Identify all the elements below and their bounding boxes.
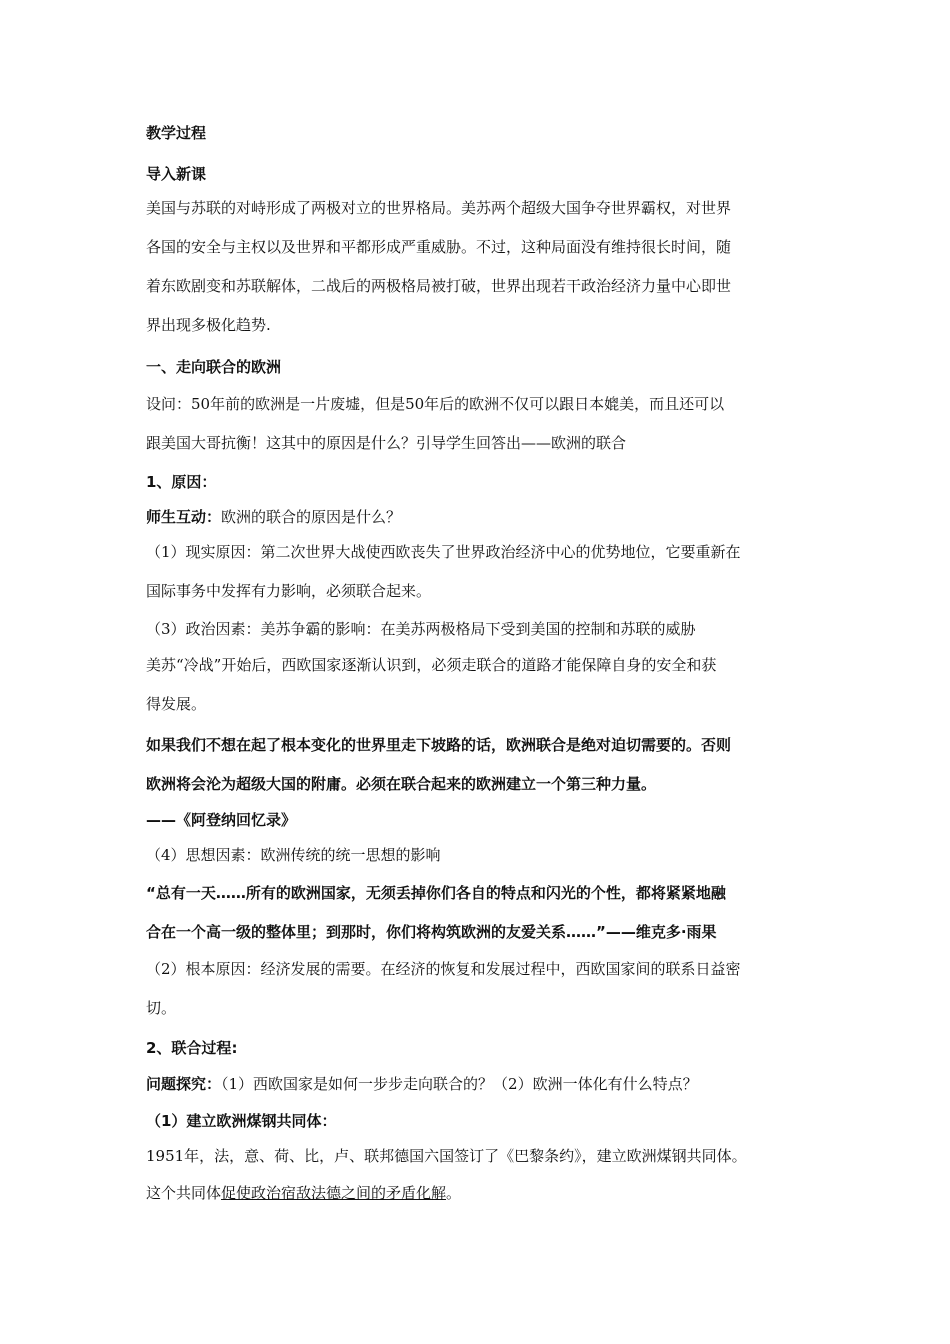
process-heading: 2、联合过程: [146,1039,238,1057]
step1-line: 1951年，法，意、荷、比，卢、联邦德国六国签订了《巴黎条约》，建立欧洲煤钢共同体。 [146,1147,747,1165]
step1-line [146,1181,461,1205]
adenauer-quote-source: ——《阿登纳回忆录》 [146,811,297,829]
question-line: 设问：50年前的欧洲是一片废墟，但是50年后的欧洲不仅可以跟日本媲美，而且还可以 [146,395,725,413]
step1-suffix: 。 [446,1184,462,1202]
reason3-line: 得发展。 [146,695,207,713]
explore-line [146,1072,698,1096]
step1-heading: （1）建立欧洲煤钢共同体： [146,1112,337,1130]
question-line: 跟美国大哥抗衡！这其中的原因是什么？引导学生回答出——欧洲的联合 [146,434,627,452]
document-title: 教学过程 [146,124,207,142]
reason1-line: 国际事务中发挥有力影响，必须联合起来。 [146,582,432,600]
hugo-quote-line: 合在一个高一级的整体里；到那时，你们将构筑欧洲的友爱关系……”——维克多·雨果 [146,923,717,941]
interaction-text: 欧洲的联合的原因是什么？ [221,508,402,526]
intro-line: 着东欧剧变和苏联解体，二战后的两极格局被打破，世界出现若干政治经济力量中心即世 [146,277,732,295]
reasons-heading: 1、原因： [146,473,217,491]
reason4-line: （4）思想因素：欧洲传统的统一思想的影响 [146,846,441,864]
reason2-line: （2）根本原因：经济发展的需要。在经济的恢复和发展过程中，西欧国家间的联系日益密 [146,960,741,978]
hugo-quote-line: “总有一天……所有的欧洲国家，无须丢掉你们各自的特点和闪光的个性，都将紧紧地融 [146,884,726,902]
explore-label: 问题探究： [146,1075,222,1093]
reason2-line: 切。 [146,999,177,1017]
step1-underlined-text: 促使政治宿敌法德之间的矛盾化解 [221,1184,447,1202]
step1-prefix: 这个共同体 [146,1184,222,1202]
adenauer-quote-line: 如果我们不想在起了根本变化的世界里走下坡路的话，欧洲联合是绝对迫切需要的。否则 [146,736,732,754]
intro-line: 界出现多极化趋势. [146,316,271,334]
reason3-line: 美苏“冷战”开始后，西欧国家逐渐认识到，必须走联合的道路才能保障自身的安全和获 [146,656,717,674]
section1-heading: 一、走向联合的欧洲 [146,358,282,376]
explore-text: （1）西欧国家是如何一步步走向联合的？（2）欧洲一体化有什么特点？ [221,1075,698,1093]
reason3-line: （3）政治因素：美苏争霸的影响：在美苏两极格局下受到美国的控制和苏联的威胁 [146,620,696,638]
intro-line: 各国的安全与主权以及世界和平都形成严重威胁。不过，这种局面没有维持很长时间，随 [146,238,732,256]
reason1-line: （1）现实原因：第二次世界大战使西欧丧失了世界政治经济中心的优势地位，它要重新在 [146,543,741,561]
interaction-label: 师生互动： [146,508,222,526]
interaction-line [146,505,401,529]
intro-heading: 导入新课 [146,165,207,183]
adenauer-quote-line: 欧洲将会沦为超级大国的附庸。必须在联合起来的欧洲建立一个第三种力量。 [146,775,657,793]
intro-line: 美国与苏联的对峙形成了两极对立的世界格局。美苏两个超级大国争夺世界霸权，对世界 [146,199,732,217]
